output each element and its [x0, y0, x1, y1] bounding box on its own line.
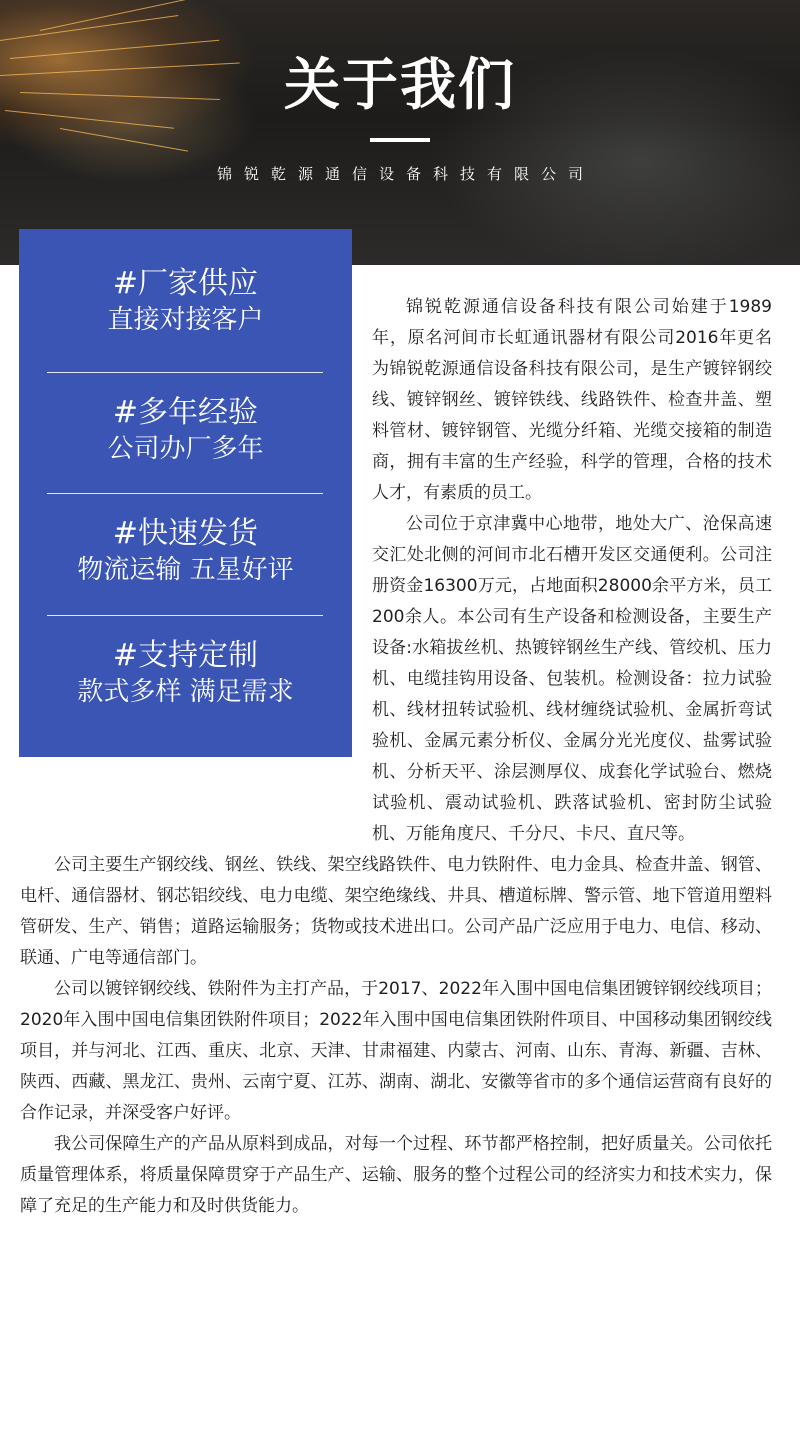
hero-banner	[0, 0, 800, 265]
feature-subtitle: 款式多样 满足需求	[77, 677, 294, 707]
feature-divider	[47, 372, 323, 373]
feature-title: #厂家供应	[112, 266, 259, 301]
feature-title: #快速发货	[112, 516, 259, 551]
location-paragraph: 公司位于京津冀中心地带，地处大广、沧保高速交汇处北侧的河间市北石槽开发区交通便利。公司注册资金16300万元，占地面积28000余平方米，员工200余人。本公司有生产设备和检测设备，主要生产设备:水箱拔丝机、热镀锌钢丝生产线、管绞机、压力机、电缆挂钩用设备、包装机。检测设备：拉力试验机、线材扭转试验机、线材缠绕试验机、金属折弯试验机、金属元素分析仪、金属分光光度仪、盐雾试验机、分析天平、涂层测厚仪、成套化学试验台、燃烧试验机、震动试验机、跌落试验机、密封防尘试验机、万能角度尺、千分尺、卡尺、直尺等。	[372, 514, 772, 844]
feature-factory-supply	[19, 265, 352, 337]
feature-title: #多年经验	[112, 395, 259, 430]
feature-divider	[47, 493, 323, 494]
products-paragraph: 公司主要生产钢绞线、钢丝、铁线、架空线路铁件、电力铁附件、电力金具、检查井盖、钢管、电杆、通信器材、钢芯铝绞线、电力电缆、架空绝缘线、井具、槽道标牌、警示管、地下管道用塑料管研发、生产、销售；道路运输服务；货物或技术进出口。公司产品广泛应用于电力、电信、移动、联通、广电等通信部门。	[20, 855, 772, 968]
intro-paragraph: 锦锐乾源通信设备科技有限公司始建于1989年，原名河间市长虹通讯器材有限公司2016年更名为锦锐乾源通信设备科技有限公司，是生产镀锌钢绞线、镀锌钢丝、镀锌铁线、线路铁件、检查井盖、塑料管材、镀锌钢管、光缆分纤箱、光缆交接箱的制造商，拥有丰富的生产经验，科学的管理，合格的技术人才，有素质的员工。	[372, 297, 772, 503]
feature-title: #支持定制	[112, 638, 259, 673]
feature-panel	[19, 229, 352, 757]
title-underline	[370, 138, 430, 142]
page-title: 关于我们	[284, 53, 516, 118]
feature-subtitle: 直接对接客户	[107, 305, 264, 335]
spark-streak	[10, 40, 219, 59]
company-name: 锦锐乾源通信设备科技有限公司	[216, 165, 595, 183]
quality-paragraph: 我公司保障生产的产品从原料到成品，对每一个过程、环节都严格控制，把好质量关。公司依托质量管理体系，将质量保障贯穿于产品生产、运输、服务的整个过程公司的经济实力和技术实力，保障了充足的生产能力和及时供货能力。	[20, 1134, 772, 1216]
feature-customization	[19, 637, 352, 709]
feature-divider	[47, 615, 323, 616]
projects-paragraph: 公司以镀锌钢绞线、铁附件为主打产品，于2017、2022年入围中国电信集团镀锌钢绞线项目；2020年入围中国电信集团铁附件项目；2022年入围中国电信集团铁附件项目、中国移动集团钢绞线项目，并与河北、江西、重庆、北京、天津、甘肃福建、内蒙古、河南、山东、青海、新疆、吉林、陕西、西藏、黑龙江、贵州、云南宁夏、江苏、湖南、湖北、安徽等省市的多个通信运营商有良好的合作记录，并深受客户好评。	[20, 979, 772, 1123]
spark-streak	[40, 0, 187, 31]
feature-experience	[19, 394, 352, 466]
feature-fast-shipping	[19, 515, 352, 587]
spark-streak	[60, 128, 188, 152]
feature-subtitle: 公司办厂多年	[107, 434, 264, 464]
feature-subtitle: 物流运输 五星好评	[77, 555, 294, 585]
